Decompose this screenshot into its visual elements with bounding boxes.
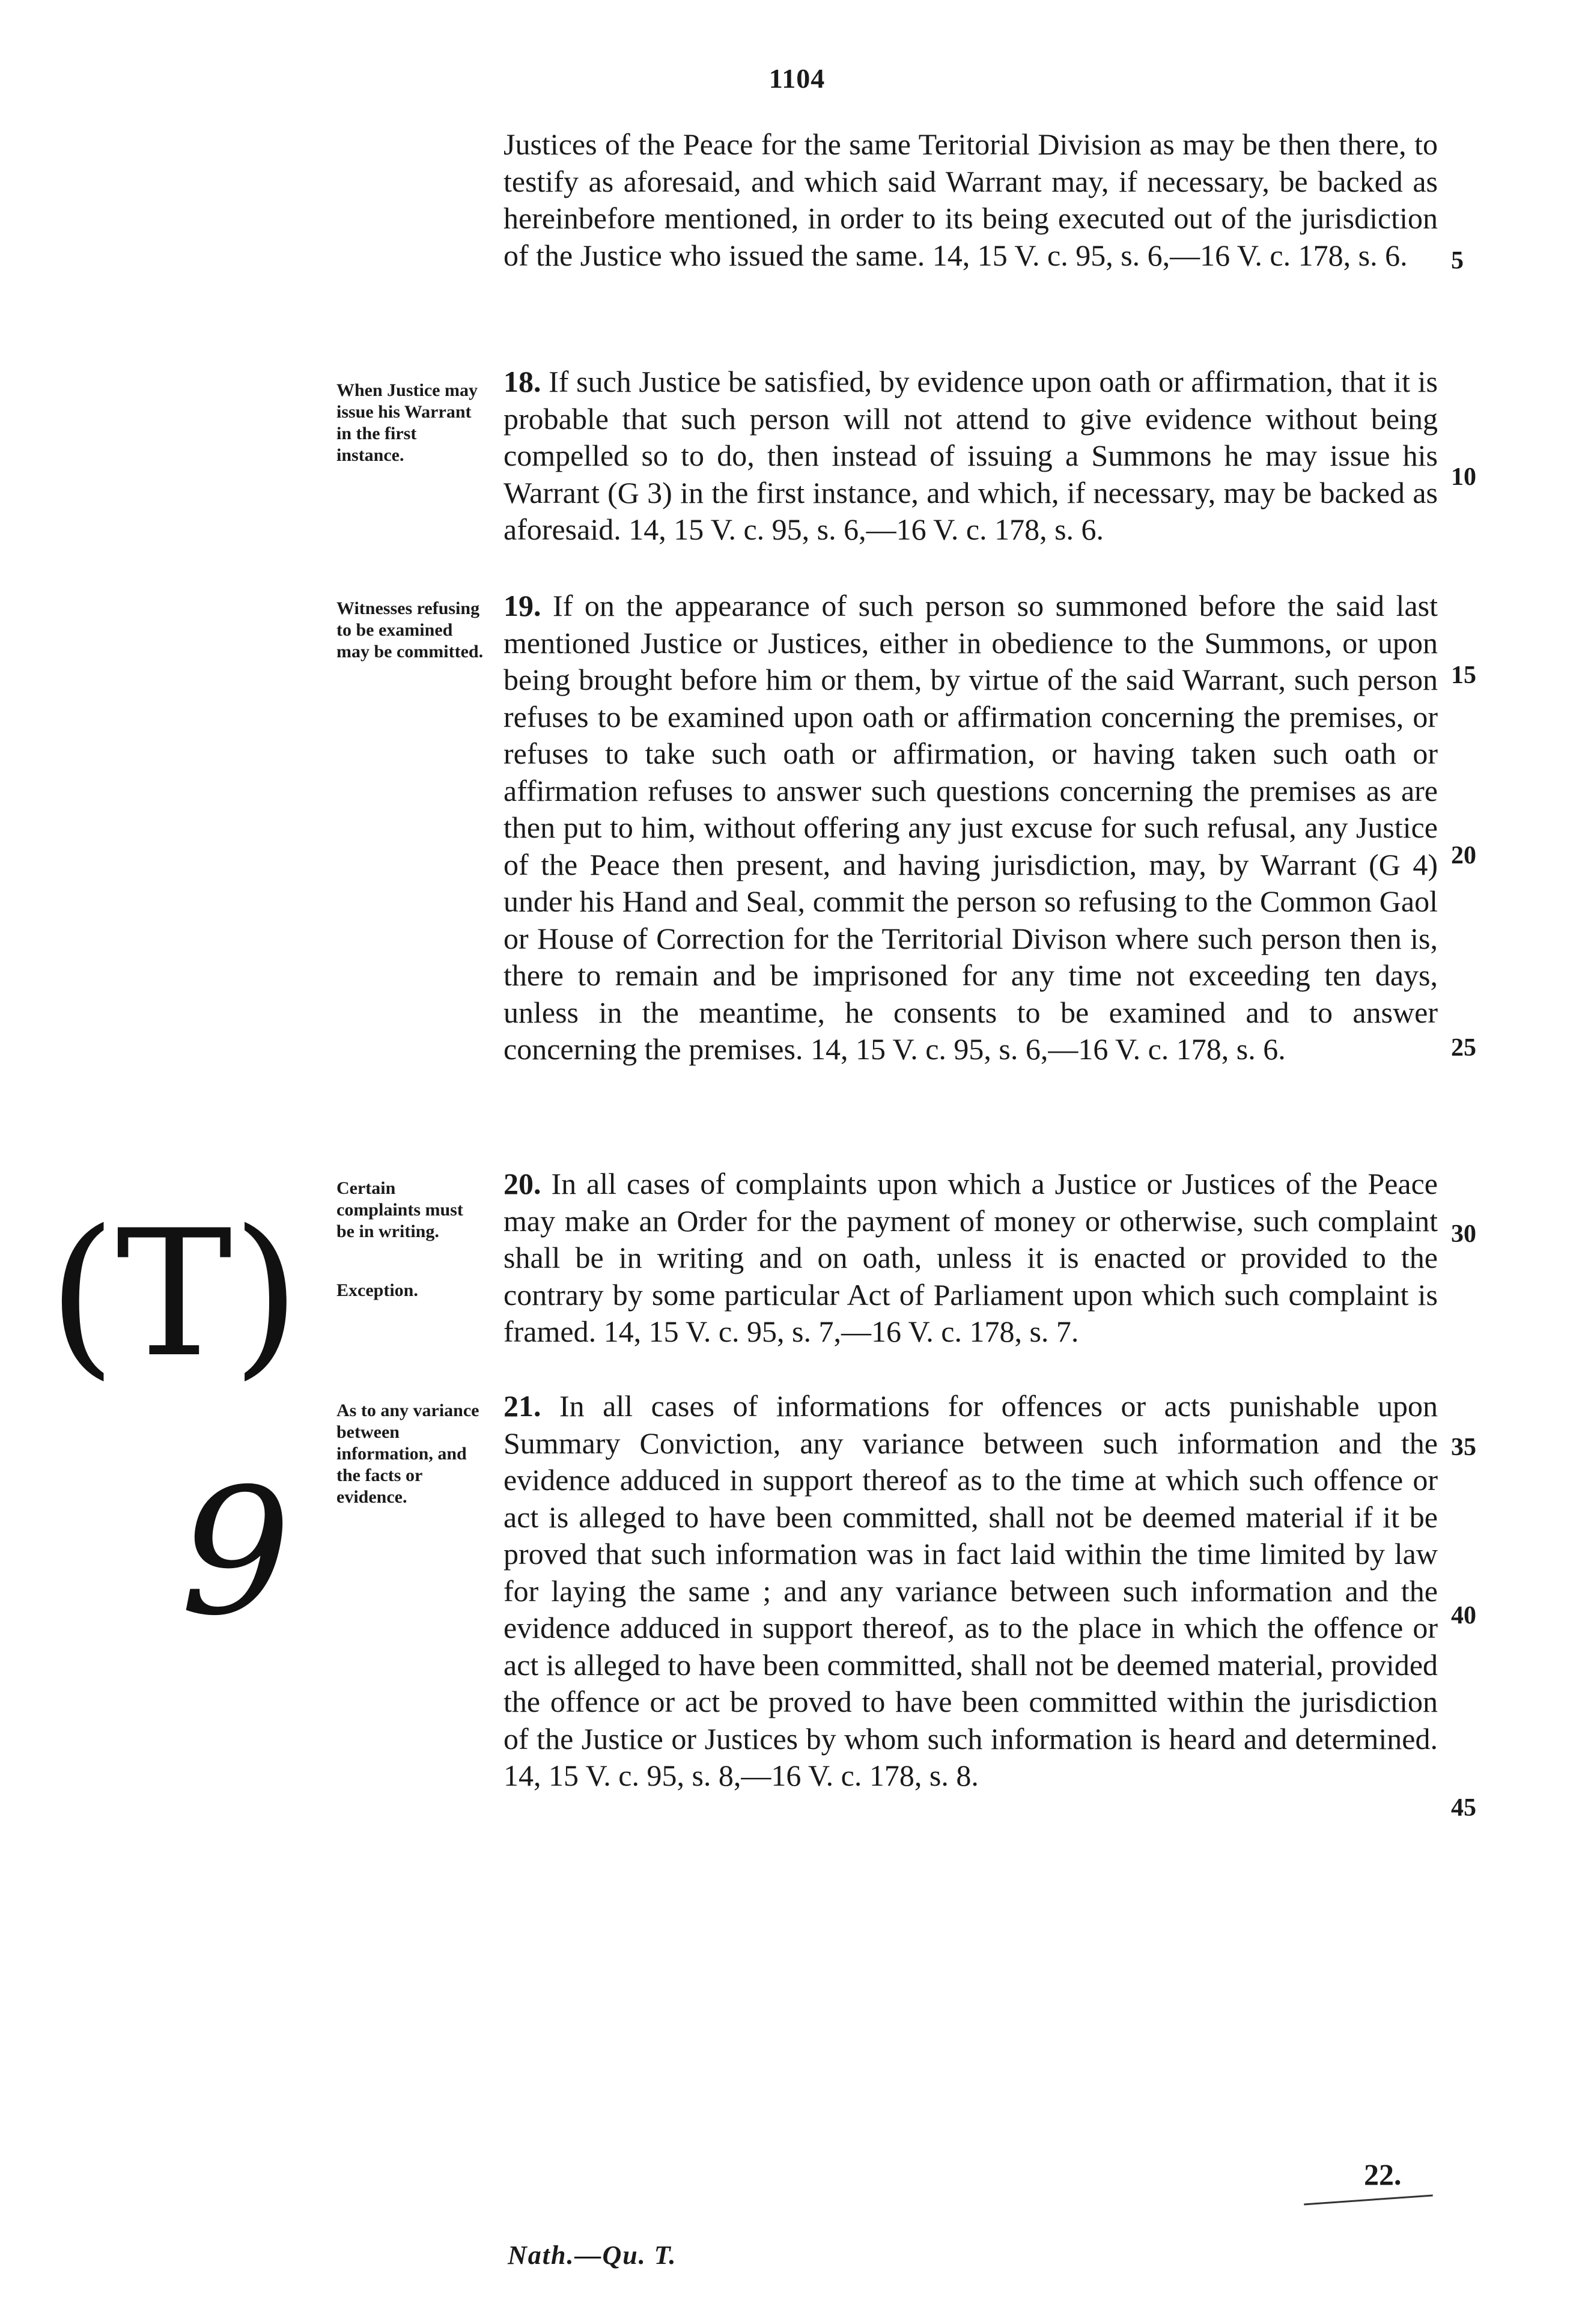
section-text: In all cases of complaints upon which a Justice or Justices of the Peace may make an Order for the payment of money or otherwise, such complaint shall be in writing and on oath, unless it is enacted or provided to the contrary by some particular Act of Parliament upon which such complaint is framed. 14, 15 V. c. 95, s. 7,—16 V. c. 178, s. 7. — [503, 1167, 1438, 1348]
section-21 — [503, 1388, 1438, 1795]
section-number: 21. — [503, 1389, 541, 1423]
margin-note-19: Witnesses refusing to be examined may be committed. — [336, 598, 484, 662]
page-number: 1104 — [768, 63, 826, 94]
section-20 — [503, 1166, 1438, 1351]
section-text: In all cases of informations for offences or acts punishable upon Summary Conviction, any variance between such information and the evidence adduced in support thereof as to the time at which such offence or act is alleged to have been committed, shall not be deemed material if it be proved that such information was in fact laid within the time limited by law for laying the same ; and any variance between such information and the evidence adduced in support thereof, as to the place in which the offence or act is alleged to have been committed, shall not be deemed material, provided the offence or act be proved to have been committed within the jurisdiction of the Justice or Justices by whom such information is heard and determined. 14, 15 V. c. 95, s. 8,—16 V. c. 178, s. 8. — [503, 1389, 1438, 1792]
line-number: 45 — [1451, 1794, 1476, 1822]
margin-note-20: Certain complaints must be in writing. — [336, 1178, 463, 1241]
printer-signature: Nath.—Qu. T. — [508, 2240, 677, 2270]
section-18 — [503, 364, 1438, 549]
margin-note-exception: Exception. — [336, 1280, 418, 1300]
line-number: 10 — [1451, 463, 1476, 491]
section-text: If on the appearance of such person so summoned before the said last mentioned Justice or Justices, either in obedience to the Summons, or upon being brought before him or them, by virtue of the said Warrant, such person refuses to be examined upon oath or affirmation concerning the premises, or refuses to take such oath or affirmation, or having taken such oath or affirmation refuses to answer such questions concerning the premises as are then put to him, without offering any just excuse for such refusal, any Justice of the Peace then present, and having jurisdiction, may, by Warrant (G 4) under his Hand and Seal, commit the person so refusing to the Common Gaol or House of Correction for the Territorial Divison where such person then is, there to remain and be imprisoned for any time not exceeding ten days, unless in the meantime, he consents to be examined and to answer concerning the premises. 14, 15 V. c. 95, s. 6,—16 V. c. 178, s. 6. — [503, 589, 1438, 1066]
line-number: 15 — [1451, 662, 1476, 689]
section-number: 20. — [503, 1167, 541, 1200]
section-text: If such Justice be satisfied, by evidence upon oath or affirmation, that it is probable that such person will not attend to give evidence without being compelled so to do, then instead of issuing a Summons he may issue his Warrant (G 3) in the first instance, and which, if necessary, may be backed as aforesaid. 14, 15 V. c. 95, s. 6,—16 V. c. 178, s. 6. — [503, 365, 1438, 546]
catchword: 22. — [1364, 2158, 1402, 2191]
margin-note-21: As to any variance between information, and the facts or evidence. — [336, 1401, 479, 1507]
line-number: 40 — [1451, 1602, 1476, 1629]
handwritten-numeral-mark: 9 — [180, 1452, 291, 1654]
section-19 — [503, 588, 1438, 1068]
catchword-rule — [1304, 2195, 1433, 2206]
line-number: 5 — [1451, 247, 1464, 275]
line-number: 35 — [1451, 1434, 1476, 1461]
handwritten-letter-mark: (T) — [48, 1193, 300, 1396]
section-number: 19. — [503, 589, 541, 622]
line-number: 25 — [1451, 1034, 1476, 1062]
line-number: 20 — [1451, 842, 1476, 869]
continuation-paragraph: Justices of the Peace for the same Teritorial Division as may be then there, to testify as aforesaid, and which said Warrant may, if necessary, be backed as hereinbefore mentioned, in order to its being executed out of the jurisdiction of the Justice who issued the same. 14, 15 V. c. 95, s. 6,—16 V. c. 178, s. 6. — [503, 127, 1438, 272]
section-number: 18. — [503, 365, 541, 398]
margin-note-18: When Justice may issue his Warrant in the first instance. — [336, 380, 478, 465]
line-number: 30 — [1451, 1220, 1476, 1248]
